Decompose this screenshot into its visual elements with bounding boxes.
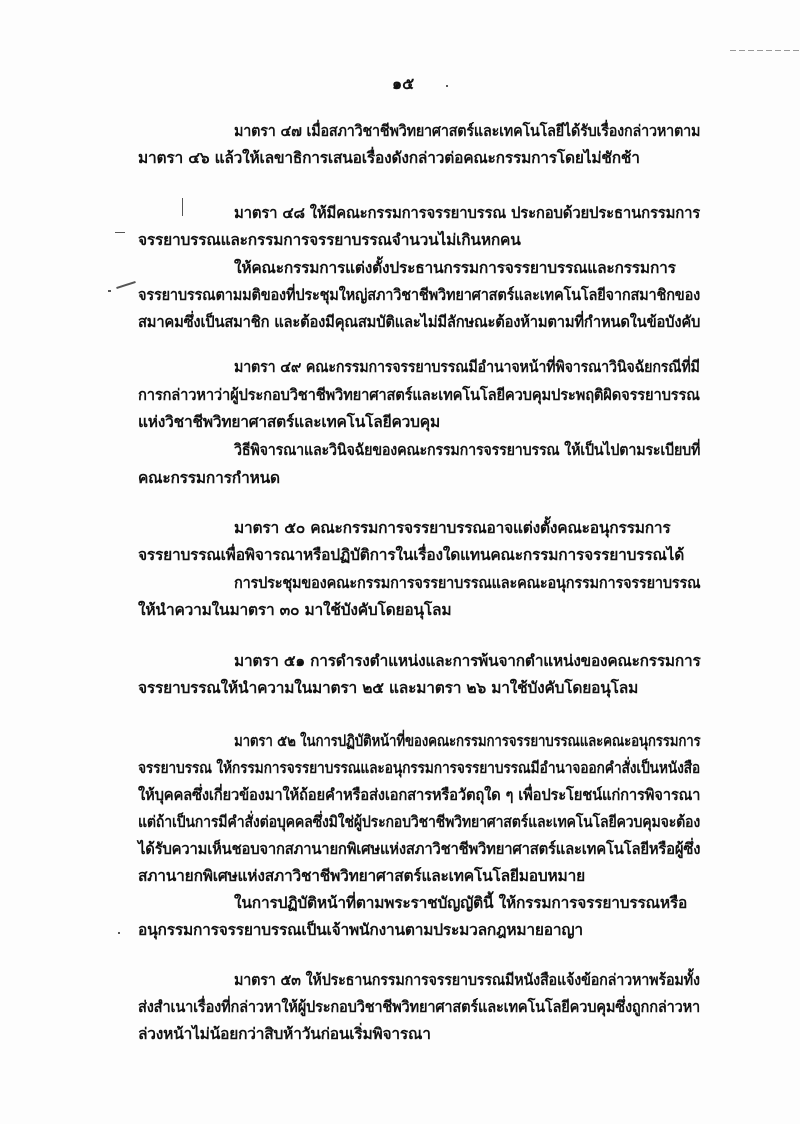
- text-line: จรรยาบรรณตามมติของที่ประชุมใหญ่สภาวิชาชีพวิทยาศาสตร์และเทคโนโลยีจากสมาชิกของ: [138, 286, 701, 304]
- text-line: มาตรา ๕๓ ให้ประธานกรรมการจรรยาบรรณมีหนังสือแจ้งข้อกล่าวหาพร้อมทั้ง: [234, 971, 700, 989]
- text-line: ให้คณะกรรมการแต่งตั้งประธานกรรมการจรรยาบรรณและกรรมการ: [234, 259, 676, 277]
- text-line: ล่วงหน้าไม่น้อยกว่าสิบห้าวันก่อนเริ่มพิจารณา: [138, 1025, 431, 1043]
- text-line: วิธีพิจารณาและวินิจฉัยของคณะกรรมการจรรยาบรรณ ให้เป็นไปตามระเบียบที่: [234, 441, 701, 459]
- text-line: มาตรา ๕๒ ในการปฏิบัติหน้าที่ของคณะกรรมการจรรยาบรรณและคณะอนุกรรมการ: [234, 732, 701, 750]
- text-line: สภานายกพิเศษแห่งสภาวิชาชีพวิทยาศาสตร์และเทคโนโลยีมอบหมาย: [138, 867, 585, 885]
- scan-speck: [116, 281, 136, 289]
- scan-edge-mark: [730, 50, 800, 51]
- text-line: ส่งสำเนาเรื่องที่กล่าวหาให้ผู้ประกอบวิชาชีพวิทยาศาสตร์และเทคโนโลยีควบคุมซึ่งถูกกล่าวหา: [138, 998, 701, 1016]
- text-line: ให้นำความในมาตรา ๓๐ มาใช้บังคับโดยอนุโลม: [138, 601, 452, 619]
- text-line: การประชุมของคณะกรรมการจรรยาบรรณและคณะอนุกรรมการจรรยาบรรณ: [234, 574, 701, 592]
- text-line: มาตรา ๕๑ การดำรงตำแหน่งและการพ้นจากตำแหน่งของคณะกรรมการ: [234, 652, 701, 670]
- page-number: ๑๕: [392, 74, 415, 93]
- scan-speck: [108, 290, 111, 292]
- text-line: มาตรา ๔๘ ให้มีคณะกรรมการจรรยาบรรณ ประกอบด้วยประธานกรรมการ: [234, 204, 701, 222]
- text-line: การกล่าวหาว่าผู้ประกอบวิชาชีพวิทยาศาสตร์และเทคโนโลยีควบคุมประพฤติผิดจรรยาบรรณ: [138, 386, 700, 404]
- text-line: อนุกรรมการจรรยาบรรณเป็นเจ้าพนักงานตามประมวลกฎหมายอาญา: [138, 921, 583, 939]
- scan-speck: [115, 232, 125, 233]
- text-line: ได้รับความเห็นชอบจากสภานายกพิเศษแห่งสภาวิชาชีพวิทยาศาสตร์และเทคโนโลยีหรือผู้ซึ่ง: [138, 840, 701, 858]
- text-line: สมาคมซึ่งเป็นสมาชิก และต้องมีคุณสมบัติและไม่มีลักษณะต้องห้ามตามที่กำหนดในข้อบังคับ: [138, 313, 701, 331]
- text-line: แต่ถ้าเป็นการมีคำสั่งต่อบุคคลซึ่งมิใช่ผู้ประกอบวิชาชีพวิทยาศาสตร์และเทคโนโลยีควบคุมจะต้อง: [138, 813, 701, 831]
- text-line: ในการปฏิบัติหน้าที่ตามพระราชบัญญัตินี้ ให้กรรมการจรรยาบรรณหรือ: [234, 894, 688, 912]
- scan-speck: [182, 198, 183, 216]
- scan-speck: [446, 85, 448, 87]
- text-line: จรรยาบรรณเพื่อพิจารณาหรือปฏิบัติการในเรื่องใดแทนคณะกรรมการจรรยาบรรณได้: [138, 546, 685, 564]
- text-line: มาตรา ๕๐ คณะกรรมการจรรยาบรรณอาจแต่งตั้งคณะอนุกรรมการ: [234, 519, 671, 537]
- text-line: คณะกรรมการกำหนด: [138, 469, 280, 487]
- scan-speck: [118, 932, 120, 934]
- text-line: มาตรา ๔๙ คณะกรรมการจรรยาบรรณมีอำนาจหน้าที่พิจารณาวินิจฉัยกรณีที่มี: [234, 358, 700, 376]
- text-line: จรรยาบรรณ ให้กรรมการจรรยาบรรณและอนุกรรมการจรรยาบรรณมีอำนาจออกคำสั่งเป็นหนังสือ: [138, 759, 701, 777]
- text-line: แห่งวิชาชีพวิทยาศาสตร์และเทคโนโลยีควบคุม: [138, 413, 440, 431]
- text-line: มาตรา ๔๗ เมื่อสภาวิชาชีพวิทยาศาสตร์และเทคโนโลยีได้รับเรื่องกล่าวหาตาม: [234, 122, 701, 140]
- text-line: จรรยาบรรณและกรรมการจรรยาบรรณจำนวนไม่เกินหกคน: [138, 231, 521, 249]
- text-line: มาตรา ๔๖ แล้วให้เลขาธิการเสนอเรื่องดังกล่าวต่อคณะกรรมการโดยไม่ชักช้า: [138, 149, 640, 167]
- text-line: ให้บุคคลซึ่งเกี่ยวข้องมาให้ถ้อยคำหรือส่งเอกสารหรือวัตถุใด ๆ เพื่อประโยชน์แก่การพิจารณา: [138, 786, 701, 804]
- text-line: จรรยาบรรณให้นำความในมาตรา ๒๕ และมาตรา ๒๖ มาใช้บังคับโดยอนุโลม: [138, 679, 639, 697]
